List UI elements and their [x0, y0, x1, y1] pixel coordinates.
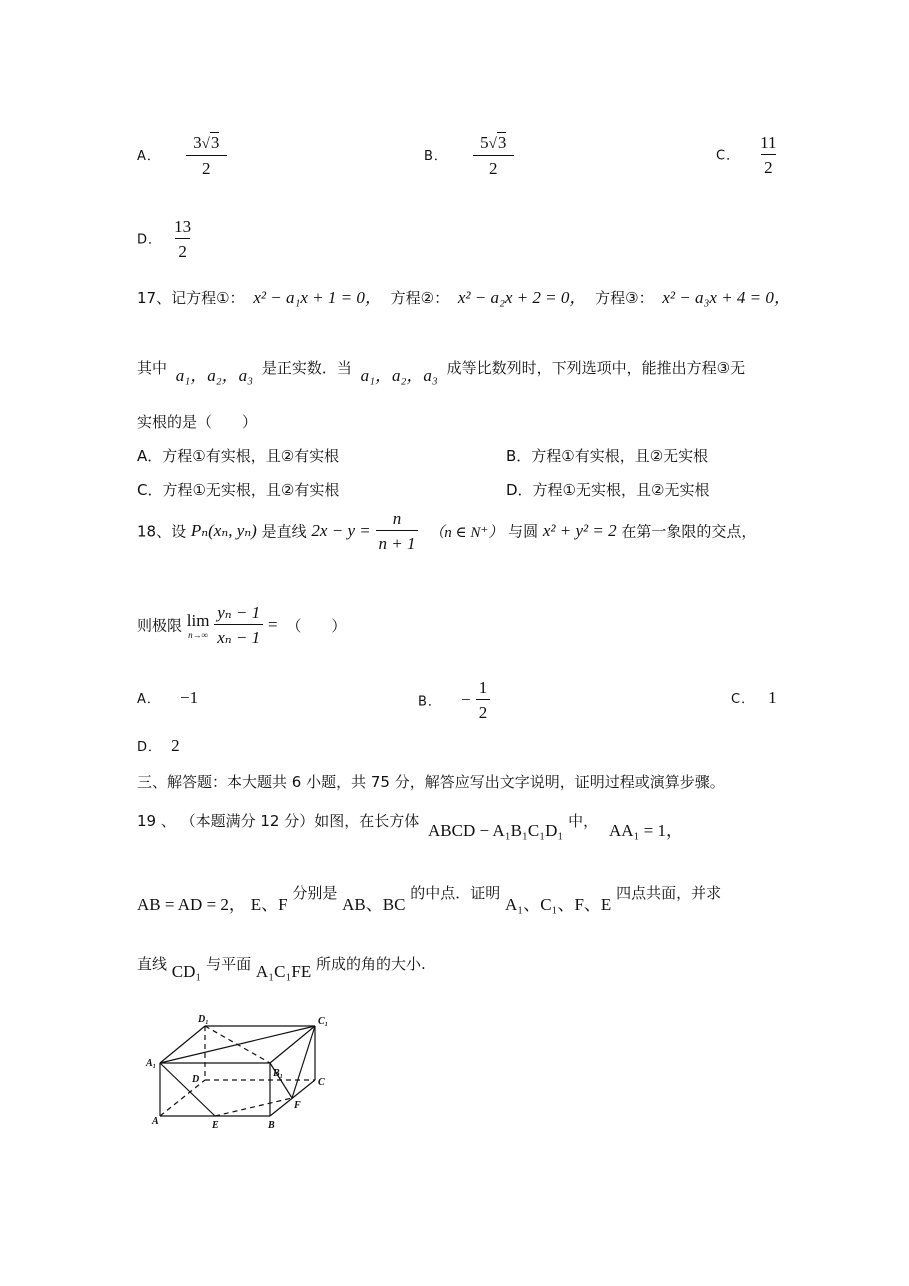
ab-ad: AB = AD = 2， [137, 895, 246, 914]
label-f: F [294, 1100, 301, 1111]
q19-line3: 直线 CD₁ 与平面 A₁C₁FE 所成的角的大小. [137, 955, 426, 981]
q18-line1: 18、设 Pₙ(xₙ, yₙ) 是直线 2x − y = $\frac{n}{n + 1}$ （n ∈ N⁺） 与圆 x² + y² = 2 在第一象限的交点， [137, 509, 757, 553]
fraction: $\frac{n}{n + 1}$ [376, 510, 419, 552]
e-f: E、F [250, 895, 288, 914]
plane-name: A₁C₁FE [255, 962, 312, 981]
q17-option-c: C．方程①无实根，且②有实根 [137, 481, 340, 499]
equation-1: x² − a₁x + 1 = 0， [253, 288, 382, 307]
fraction: $\frac{5√3}{2}$ [473, 134, 514, 177]
label-c: C [318, 1077, 325, 1088]
fraction: $\frac{13}{2}$ [174, 217, 192, 261]
label-b1: B₁ [273, 1068, 284, 1079]
q17-option-d: D．方程①无实根，且②无实根 [506, 481, 710, 499]
q16-option-a [137, 134, 227, 177]
option-label: A． [137, 149, 161, 164]
ab-bc: AB、BC [342, 895, 406, 914]
circle-equation: x² + y² = 2 [542, 521, 617, 540]
q16-option-d [137, 218, 194, 260]
label-d: D [192, 1074, 200, 1085]
q19-line1: 19 、 （本题满分 12 分）如图，在长方体 ABCD − A₁B₁C₁D₁ 中， AA₁ = 1， [137, 812, 684, 840]
q18-option-c: C． 1 [731, 688, 777, 707]
condition: （n ∈ N⁺） [429, 524, 504, 541]
label-d1: D₁ [198, 1014, 209, 1025]
option-label: B． [424, 149, 448, 164]
option-label: D． [137, 232, 163, 248]
q18-option-b: B． − $\frac{1}{2}$ [418, 679, 490, 721]
equation-3: x² − a₃x + 4 = 0， [662, 288, 791, 307]
fraction: $\frac{\text{yₙ − 1}}{\text{xₙ − 1}}$ [214, 604, 263, 646]
q17-option-b: B．方程①有实根，且②无实根 [506, 447, 709, 465]
line-equation: 2x − y = [311, 521, 371, 540]
label-a: A [152, 1116, 159, 1127]
q16-option-c [716, 134, 780, 176]
aa1: AA₁ = 1， [608, 821, 684, 840]
fraction: $\frac{1}{2}$ [476, 679, 491, 721]
variables: a₁，a₂，a₃ [360, 366, 438, 385]
point-pn: Pₙ(xₙ, yₙ) [190, 521, 257, 540]
q17-line3: 实根的是（ ） [137, 413, 258, 431]
four-points: A₁、C₁、F、E [504, 895, 612, 914]
solid-name: ABCD − A₁B₁C₁D₁ [428, 821, 564, 840]
q18-option-d: D． 2 [137, 736, 180, 755]
equation-2: x² − a₂x + 2 = 0， [457, 288, 587, 307]
q17-line2: 其中 a₁，a₂，a₃ 是正实数．当 a₁，a₂，a₃ 成等比数列时，下列选项中，能推出方程③无 [137, 359, 746, 385]
variables: a₁，a₂，a₃ [175, 366, 254, 385]
q17-line1: 17、记方程①： x² − a₁x + 1 = 0， 方程②： x² − a₂x + 2 = 0， 方程③： x² − a₃x + 4 = 0， [137, 288, 791, 307]
label-b: B [268, 1120, 275, 1131]
prism-figure [140, 1008, 350, 1133]
lim: lim [186, 610, 210, 630]
fraction: $\frac{3√3}{2}$ [186, 134, 227, 177]
option-label: C． [716, 148, 741, 164]
q19-line2: AB = AD = 2， E、F 分别是 AB、BC 的中点．证明 A₁、C₁、F、E 四点共面，并求 [137, 884, 722, 914]
label-c1: C₁ [318, 1016, 329, 1027]
label-e: E [212, 1120, 219, 1131]
label-a1: A₁ [146, 1058, 157, 1069]
q16-option-b [424, 134, 514, 177]
fraction: $\frac{11}{2}$ [760, 133, 777, 177]
q18-option-a: A． −1 [137, 688, 199, 707]
section-heading: 三、解答题：本大题共 6 小题，共 75 分，解答应写出文字说明，证明过程或演算步骤。 [137, 773, 725, 791]
q17-option-a: A．方程①有实根，且②有实根 [137, 447, 340, 465]
q18-line2: 则极限 lim n→∞ $\frac{\text{yₙ − 1}}{\text{xₙ − 1}}$ = （ ） [137, 603, 347, 647]
cd1: CD₁ [171, 962, 202, 981]
